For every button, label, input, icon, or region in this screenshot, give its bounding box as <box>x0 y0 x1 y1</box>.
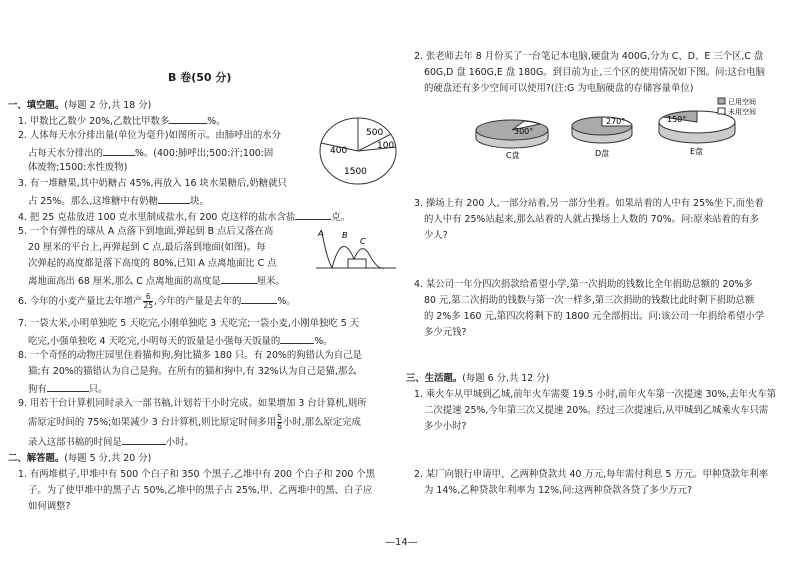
disk-e <box>659 111 735 156</box>
q3-2-line1: 2. 某厂向银行申请甲、乙两种贷款共 40 万元,每年需付利息 5 万元。甲种贷款年利率 <box>414 469 769 480</box>
q2-4-line3: 的 2%多 160 元,第四次将剩下的 1800 元全部捐出。问:该公司一年捐给希望小学 <box>424 311 765 322</box>
legend-used-label: 已用空间 <box>728 98 756 106</box>
q1-8-line1: 8. 一个奇怪的动物庄园里住着猫和狗,狗比猫多 180 只。有 20%的狗错认为自己是 <box>18 350 362 361</box>
point-a-label: A <box>318 229 324 238</box>
q1-1: 1. 甲数比乙数少 20%,乙数比甲数多 %。 <box>18 113 226 129</box>
legend-unused-label: 未用空间 <box>728 108 756 116</box>
q3-1-line1: 1. 乘火车从甲城到乙城,前年火车需要 19.5 小时,前年火车第一次提速 30%,去年火车第 <box>414 389 777 400</box>
q1-2-line3: 体废物;1500:水性废物) <box>28 162 128 173</box>
q2-3-line1: 3. 操场上有 200 人,一部分站着,另一部分坐着。如果站着的人中有 25%坐下,而坐着 <box>414 198 764 209</box>
legend <box>718 97 756 116</box>
q2-4-line2: 80 元,第二次捐助的钱数与第一次一样多,第三次捐助的钱数比此时剩下捐助总额 <box>424 295 755 306</box>
q1-6: 6. 今年的小麦产量比去年增产 $\frac{6}{25}$ ,今年的产量是去年的 %。 <box>18 292 296 310</box>
disk-label: D盘 <box>595 149 610 158</box>
q1-5-line1: 5. 一个有弹性的球从 A 点落下到地面,弹起到 B 点后又落在高 <box>18 226 274 237</box>
q1-9-line3: 录入这部书稿的时间是 小时。 <box>28 434 194 450</box>
disk-c <box>476 120 548 160</box>
point-b-label: B <box>342 231 348 240</box>
platform <box>348 259 366 268</box>
q1-7-line2: 吃完,小强单独吃 4 天吃完,小明每天的饭量是小强每天饭量的 %。 <box>28 333 333 349</box>
q2-2-line3: 的硬盘还有多少空间可以使用?(注:G 为电脑硬盘的存储容量单位) <box>424 83 694 94</box>
disk-angle: 300° <box>514 127 534 136</box>
q1-2-line2: 占每天水分排出的 %。(400:肺呼出;500:汗;100:固 <box>28 145 273 161</box>
pie-label: 100 <box>377 141 395 151</box>
q1-9-line2: 需原定时间的 75%;如果减少 3 台计算机,则比原定时间多用 $\frac{5}{6}$ 小时,那么原定完成 <box>28 413 361 431</box>
page-title: B 卷(50 分) <box>168 71 232 84</box>
q1-5-line2: 20 厘米的平台上,再弹起到 C 点,最后落到地面(如图)。每 <box>28 242 266 253</box>
q2-2-line2: 60G,D 盘 160G,E 盘 180G。到目前为止,三个区的使用情况如下图。问:这台电脑 <box>424 67 766 78</box>
section3-heading: 三、生活题。(每题 6 分,共 12 分) <box>406 373 550 384</box>
q2-1-line2: 子。为了使甲堆中的黑子占 50%,乙堆中的黑子占 25%,甲、乙两堆中的黑、白子应 <box>28 485 373 496</box>
q1-8-line3: 狗有 只。 <box>28 381 108 397</box>
pie-label: 500 <box>366 128 384 138</box>
q1-3-line1: 3. 有一堆糖果,其中奶糖占 45%,再放入 16 块水果糖后,奶糖就只 <box>18 178 287 189</box>
q2-1-line3: 如何调整? <box>28 501 71 512</box>
fraction: $\frac{6}{25}$ <box>143 292 153 310</box>
disk-usage-diagram <box>472 94 772 164</box>
q1-5-line3: 次弹起的高度都是落下高度的 80%,已知 A 点离地面比 C 点 <box>28 258 277 269</box>
disk-label: C盘 <box>506 151 520 160</box>
legend-unused-swatch <box>718 108 725 114</box>
q2-4-line1: 4. 某公司一年分四次捐款给希望小学,第一次捐助的钱数比全年捐助总额的 20%多 <box>414 279 753 290</box>
q1-7-line1: 7. 一袋大米,小明单独吃 5 天吃完,小刚单独吃 3 天吃完;一袋小麦,小刚单独吃 5 天 <box>18 318 360 329</box>
fraction: $\frac{5}{6}$ <box>277 413 282 431</box>
disk-label: E盘 <box>690 147 704 156</box>
q1-5-line4: 离地面高出 68 厘米,那么 C 点离地面的高度是 厘米。 <box>28 273 285 289</box>
q1-8-line2: 猫;有 20%的猫错认为自己是狗。在所有的猫和狗中,有 32%认为自己是猫,那么 <box>28 366 357 377</box>
q1-9-line1: 9. 用若干台计算机同时录入一部书稿,计划若干小时完成。如果增加 3 台计算机,则所 <box>18 398 367 409</box>
q2-3-line2: 的人中有 25%站起来,那么站着的人就占操场上人数的 70%。问:原来站着的有多 <box>424 214 760 225</box>
q1-4: 4. 把 25 克盐放进 100 克水里制成盐水,有 200 克这样的盐水含盐 克。 <box>18 209 350 225</box>
q3-1-line2: 二次提速 25%,今年第三次又提速 20%。经过三次提速后,从甲城到乙城乘火车只需 <box>424 405 769 416</box>
q2-3-line3: 少人? <box>424 230 448 241</box>
disk-d <box>572 117 632 158</box>
section1-heading: 一、填空题。(每题 2 分,共 18 分) <box>8 100 152 111</box>
ball-bounce-diagram <box>316 226 396 272</box>
pie-label: 400 <box>330 146 348 156</box>
q2-1-line1: 1. 有两堆棋子,甲堆中有 500 个白子和 350 个黑子,乙堆中有 200 个白子和 200 个黑 <box>18 469 376 480</box>
q3-2-line2: 为 14%,乙种贷款年利率为 12%,问:这两种贷款各贷了多少万元? <box>424 485 692 496</box>
page-number: —14— <box>385 537 418 548</box>
water-pie-chart <box>318 115 400 187</box>
q2-2-line1: 2. 张老师去年 8 月份买了一台笔记本电脑,硬盘为 400G,分为 C、D、E 三个区,C 盘 <box>414 51 764 62</box>
ball-path <box>322 232 384 268</box>
q2-4-line4: 多少元钱? <box>424 327 467 338</box>
legend-used-swatch <box>718 98 725 104</box>
disk-angle: 270° <box>606 117 626 126</box>
q1-3-line2: 占 25%。那么,这堆糖中有奶糖 块。 <box>28 193 209 209</box>
disk-angle: 150° <box>667 115 687 124</box>
section2-heading: 二、解答题。(每题 5 分,共 20 分) <box>8 453 152 464</box>
q3-1-line3: 多少小时? <box>424 421 467 432</box>
pie-label: 1500 <box>344 167 367 177</box>
q1-2-line1: 2. 人体每天水分排出量(单位为毫升)如图所示。由肺呼出的水分 <box>18 130 281 141</box>
point-c-label: C <box>360 237 366 246</box>
